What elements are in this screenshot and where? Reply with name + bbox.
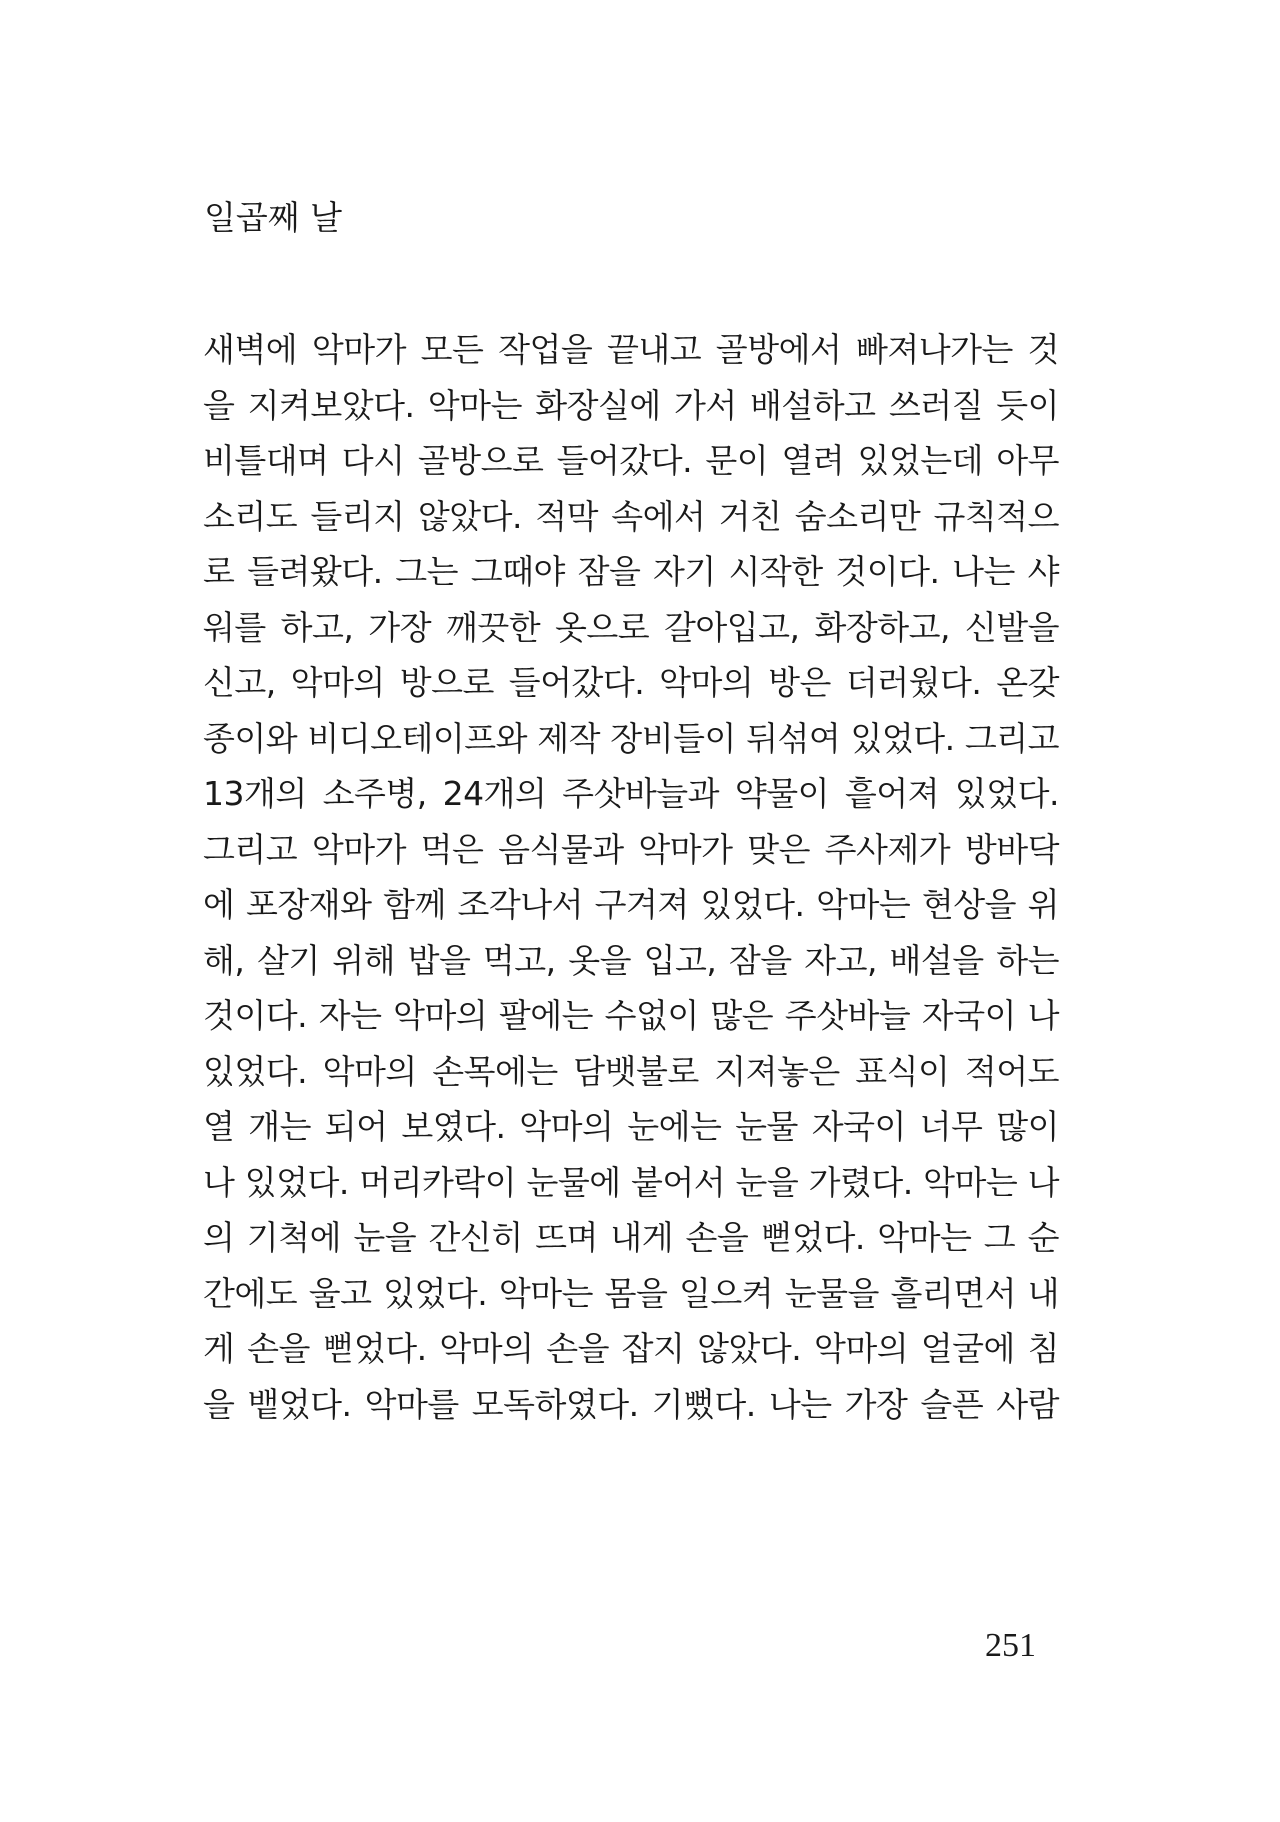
text-line: 소리도 들리지 않았다. 적막 속에서 거친 숨소리만 규칙적으 <box>203 496 1059 536</box>
text-line: 워를 하고, 가장 깨끗한 옷으로 갈아입고, 화장하고, 신발을 <box>203 607 1059 647</box>
text-line: 을 지켜보았다. 악마는 화장실에 가서 배설하고 쓰러질 듯이 <box>203 385 1059 425</box>
body-text <box>203 322 1059 1432</box>
text-line: 게 손을 뻗었다. 악마의 손을 잡지 않았다. 악마의 얼굴에 침 <box>203 1329 1059 1368</box>
text-line: 새벽에 악마가 모든 작업을 끝내고 골방에서 빠져나가는 것 <box>203 330 1060 369</box>
text-line: 간에도 울고 있었다. 악마는 몸을 일으켜 눈물을 흘리면서 내 <box>203 1273 1059 1313</box>
chapter-title: 일곱째 날 <box>204 198 343 237</box>
text-line: 에 포장재와 함께 조각나서 구겨져 있었다. 악마는 현상을 위 <box>203 885 1059 924</box>
text-line: 그리고 악마가 먹은 음식물과 악마가 맞은 주사제가 방바닥 <box>203 829 1060 869</box>
text-line: 신고, 악마의 방으로 들어갔다. 악마의 방은 더러웠다. 온갖 <box>203 663 1059 702</box>
text-line: 열 개는 되어 보였다. 악마의 눈에는 눈물 자국이 너무 많이 <box>203 1107 1059 1146</box>
text-line: 있었다. 악마의 손목에는 담뱃불로 지져놓은 표식이 적어도 <box>203 1051 1059 1091</box>
text-line: 의 기척에 눈을 간신히 뜨며 내게 손을 뻗었다. 악마는 그 순 <box>203 1218 1059 1257</box>
text-line: 을 뱉었다. 악마를 모독하였다. 기뻤다. 나는 가장 슬픈 사람 <box>203 1384 1059 1424</box>
text-line: 비틀대며 다시 골방으로 들어갔다. 문이 열려 있었는데 아무 <box>203 441 1059 480</box>
page-number: 251 <box>985 1627 1036 1664</box>
text-line: 로 들려왔다. 그는 그때야 잠을 자기 시작한 것이다. 나는 샤 <box>203 552 1059 591</box>
text-line: 나 있었다. 머리카락이 눈물에 붙어서 눈을 가렸다. 악마는 나 <box>203 1162 1059 1202</box>
text-line: 것이다. 자는 악마의 팔에는 수없이 많은 주삿바늘 자국이 나 <box>203 996 1059 1035</box>
text-line: 종이와 비디오테이프와 제작 장비들이 뒤섞여 있었다. 그리고 <box>203 718 1059 758</box>
text-line: 13개의 소주병, 24개의 주삿바늘과 약물이 흩어져 있었다. <box>203 774 1059 813</box>
text-line: 해, 살기 위해 밥을 먹고, 옷을 입고, 잠을 자고, 배설을 하는 <box>203 940 1059 980</box>
